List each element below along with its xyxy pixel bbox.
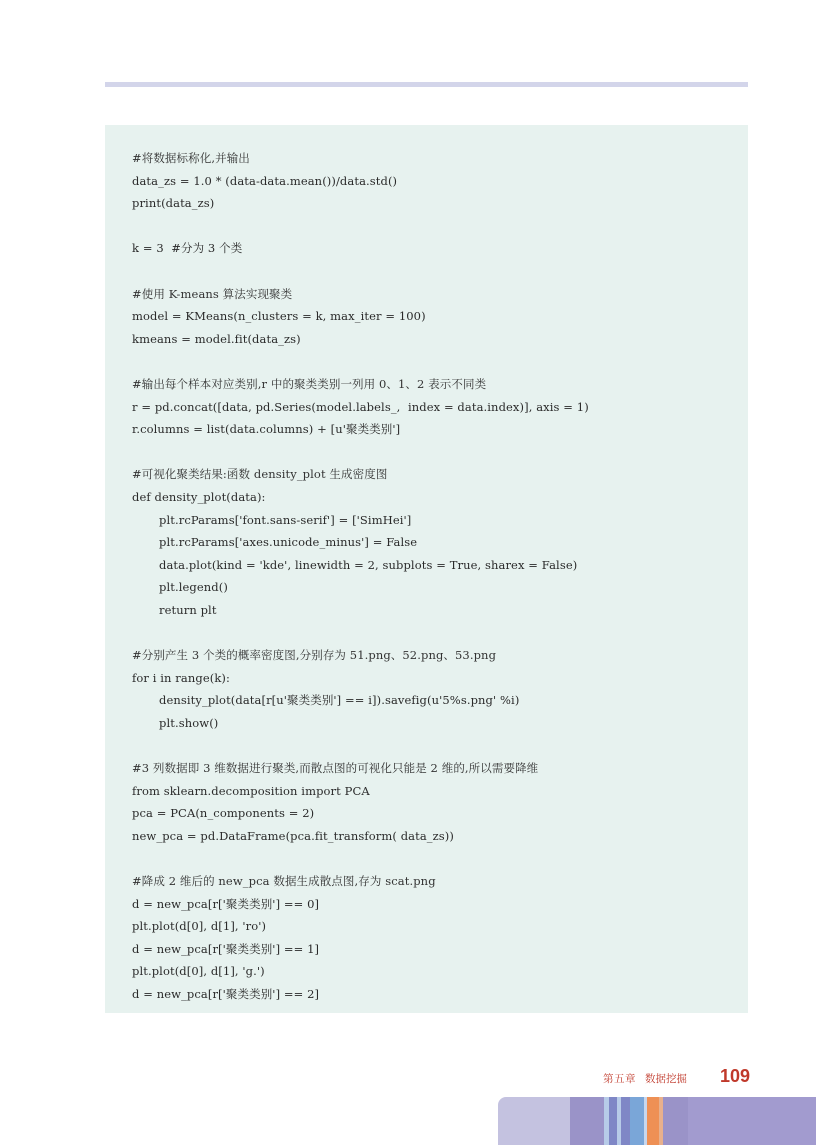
code-line: pca = PCA(n_components = 2) <box>132 806 315 821</box>
code-line: data_zs = 1.0 * (data-data.mean())/data.std() <box>132 173 398 188</box>
code-line: def density_plot(data): <box>132 489 266 504</box>
footer-chapter: 第五章 <box>603 1073 636 1085</box>
code-line: density_plot(data[r[u'聚类类别'] == i]).savefig(u'5%s.png' %i) <box>159 693 520 708</box>
code-line: plt.legend() <box>159 580 228 595</box>
code-lines <box>132 147 738 1006</box>
code-line: r.columns = list(data.columns) + [u'聚类类别'] <box>132 422 401 437</box>
code-line: d = new_pca[r['聚类类别'] == 2] <box>132 986 320 1001</box>
footer-section-title: 数据挖掘 <box>645 1073 687 1085</box>
code-line: r = pd.concat([data, pd.Series(model.labels_, index = data.index)], axis = 1) <box>132 399 589 414</box>
code-comment-line: #可视化聚类结果:函数 density_plot 生成密度图 <box>132 467 388 482</box>
code-line: new_pca = pd.DataFrame(pca.fit_transform( data_zs)) <box>132 828 454 843</box>
code-line: for i in range(k): <box>132 670 230 685</box>
code-blank-line <box>132 847 738 870</box>
code-line: plt.plot(d[0], d[1], 'ro') <box>132 919 267 934</box>
code-line: plt.plot(d[0], d[1], 'g.') <box>132 964 265 979</box>
code-line: from sklearn.decomposition import PCA <box>132 783 370 798</box>
code-line: return plt <box>159 602 217 617</box>
code-blank-line <box>132 350 738 373</box>
code-comment-line: #使用 K-means 算法实现聚类 <box>132 286 293 301</box>
code-listing <box>105 125 748 1013</box>
footer-decoration <box>498 1097 816 1145</box>
code-blank-line <box>132 734 738 757</box>
code-line: plt.show() <box>159 715 219 730</box>
code-line: plt.rcParams['axes.unicode_minus'] = False <box>159 535 418 550</box>
page-number: 109 <box>720 1066 751 1086</box>
header-rule <box>105 82 748 87</box>
code-comment-line: #降成 2 维后的 new_pca 数据生成散点图,存为 scat.png <box>132 874 436 888</box>
code-blank-line <box>132 441 738 464</box>
code-line: k = 3 #分为 3 个类 <box>132 241 243 256</box>
code-comment-line: #输出每个样本对应类别,r 中的聚类类别一列用 0、1、2 表示不同类 <box>132 376 487 391</box>
code-comment-line: #3 列数据即 3 维数据进行聚类,而散点图的可视化只能是 2 维的,所以需要降维 <box>132 761 539 776</box>
code-blank-line <box>132 621 738 644</box>
code-line: model = KMeans(n_clusters = k, max_iter = 100) <box>132 309 426 324</box>
code-line: d = new_pca[r['聚类类别'] == 1] <box>132 941 320 956</box>
code-blank-line <box>132 215 738 238</box>
code-line: kmeans = model.fit(data_zs) <box>132 331 301 346</box>
code-line: print(data_zs) <box>132 196 215 211</box>
code-comment-line: #将数据标称化,并输出 <box>132 151 250 165</box>
code-line: d = new_pca[r['聚类类别'] == 0] <box>132 896 320 911</box>
code-line: plt.rcParams['font.sans-serif'] = ['SimHei'] <box>159 512 412 527</box>
code-comment-line: #分别产生 3 个类的概率密度图,分别存为 51.png、52.png、53.png <box>132 648 497 663</box>
code-line: data.plot(kind = 'kde', linewidth = 2, subplots = True, sharex = False) <box>159 557 578 572</box>
code-blank-line <box>132 260 738 283</box>
